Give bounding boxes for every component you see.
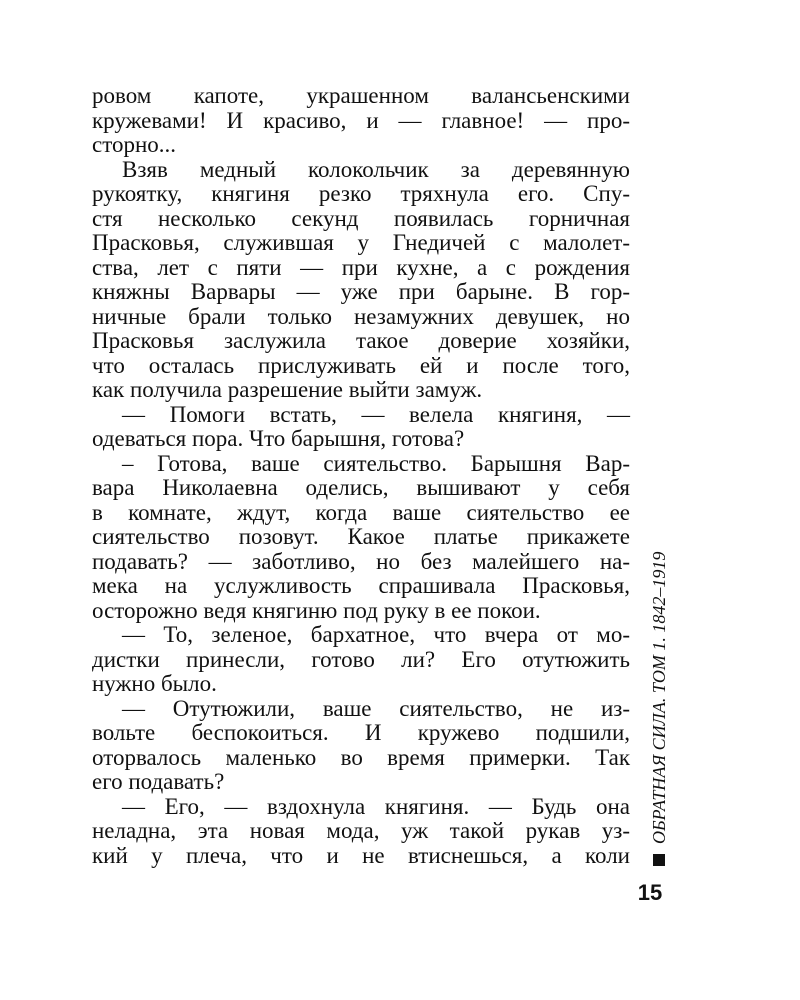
- text-line: осторожно ведя княгиню под руку в ее покои.: [92, 597, 541, 623]
- text-line: что осталась прислуживать ей и после того,: [92, 352, 630, 378]
- text-line: оторвалось маленько во время примерки. Так: [92, 744, 630, 770]
- text-line: Взяв медный колокольчик за деревянную: [122, 156, 630, 182]
- text-line: ничные брали только незамужних девушек, но: [92, 303, 630, 329]
- square-icon: [653, 854, 665, 866]
- page-number: 15: [637, 880, 663, 905]
- text-line: — Помоги встать, — велела княгиня, —: [122, 401, 630, 427]
- running-head: [648, 552, 670, 866]
- text-line: сторно...: [92, 132, 177, 157]
- text-line: мека на услужливость спрашивала Прасковья,: [92, 573, 630, 598]
- text-line: Прасковья, служившая у Гнедичей с малолет-: [92, 230, 630, 255]
- text-line: княжны Варвары — уже при барыне. В гор-: [92, 279, 630, 304]
- text-line: стя несколько секунд появилась горничная: [92, 205, 630, 231]
- text-line: Прасковья заслужила такое доверие хозяйки,: [92, 328, 630, 353]
- text-line: подавать? — заботливо, но без малейшего на-: [92, 548, 630, 574]
- text-line: вольте беспокоиться. И кружево подшили,: [92, 720, 630, 745]
- body-text: [92, 84, 630, 868]
- text-line: рукоятку, княгиня резко тряхнула его. Спу-: [92, 181, 630, 206]
- text-line: ровом капоте, украшенном валансьенскими: [92, 83, 630, 108]
- text-line: в комнате, ждут, когда ваше сиятельство ее: [92, 499, 630, 525]
- text-line: кружевами! И красиво, и — главное! — про-: [92, 107, 630, 133]
- text-line: сиятельство позовут. Какое платье прикажете: [92, 524, 630, 549]
- text-line: — Его, — вздохнула княгиня. — Будь она: [122, 793, 630, 819]
- text-line: вара Николаевна оделись, вышивают у себя: [92, 475, 630, 500]
- text-line: одеваться пора. Что барышня, готова?: [92, 426, 465, 451]
- text-line: — То, зеленое, бархатное, что вчера от мо-: [122, 622, 630, 647]
- text-line: его подавать?: [92, 769, 225, 794]
- text-line: неладна, эта новая мода, уж такой рукав уз-: [92, 818, 630, 843]
- text-line: — Отутюжили, ваше сиятельство, не из-: [122, 695, 630, 721]
- text-line: кий у плеча, что и не втиснешься, а коли: [92, 842, 630, 868]
- text-line: ства, лет с пяти — при кухне, а с рождения: [92, 254, 630, 280]
- running-head-text: ОБРАТНАЯ СИЛА. ТОМ 1. 1842–1919: [649, 551, 669, 844]
- text-line: как получила разрешение выйти замуж.: [92, 377, 483, 402]
- text-line: нужно было.: [92, 671, 217, 696]
- text-line: дистки принесли, готово ли? Его отутюжить: [92, 646, 630, 672]
- text-line: – Готова, ваше сиятельство. Барышня Вар-: [122, 450, 630, 476]
